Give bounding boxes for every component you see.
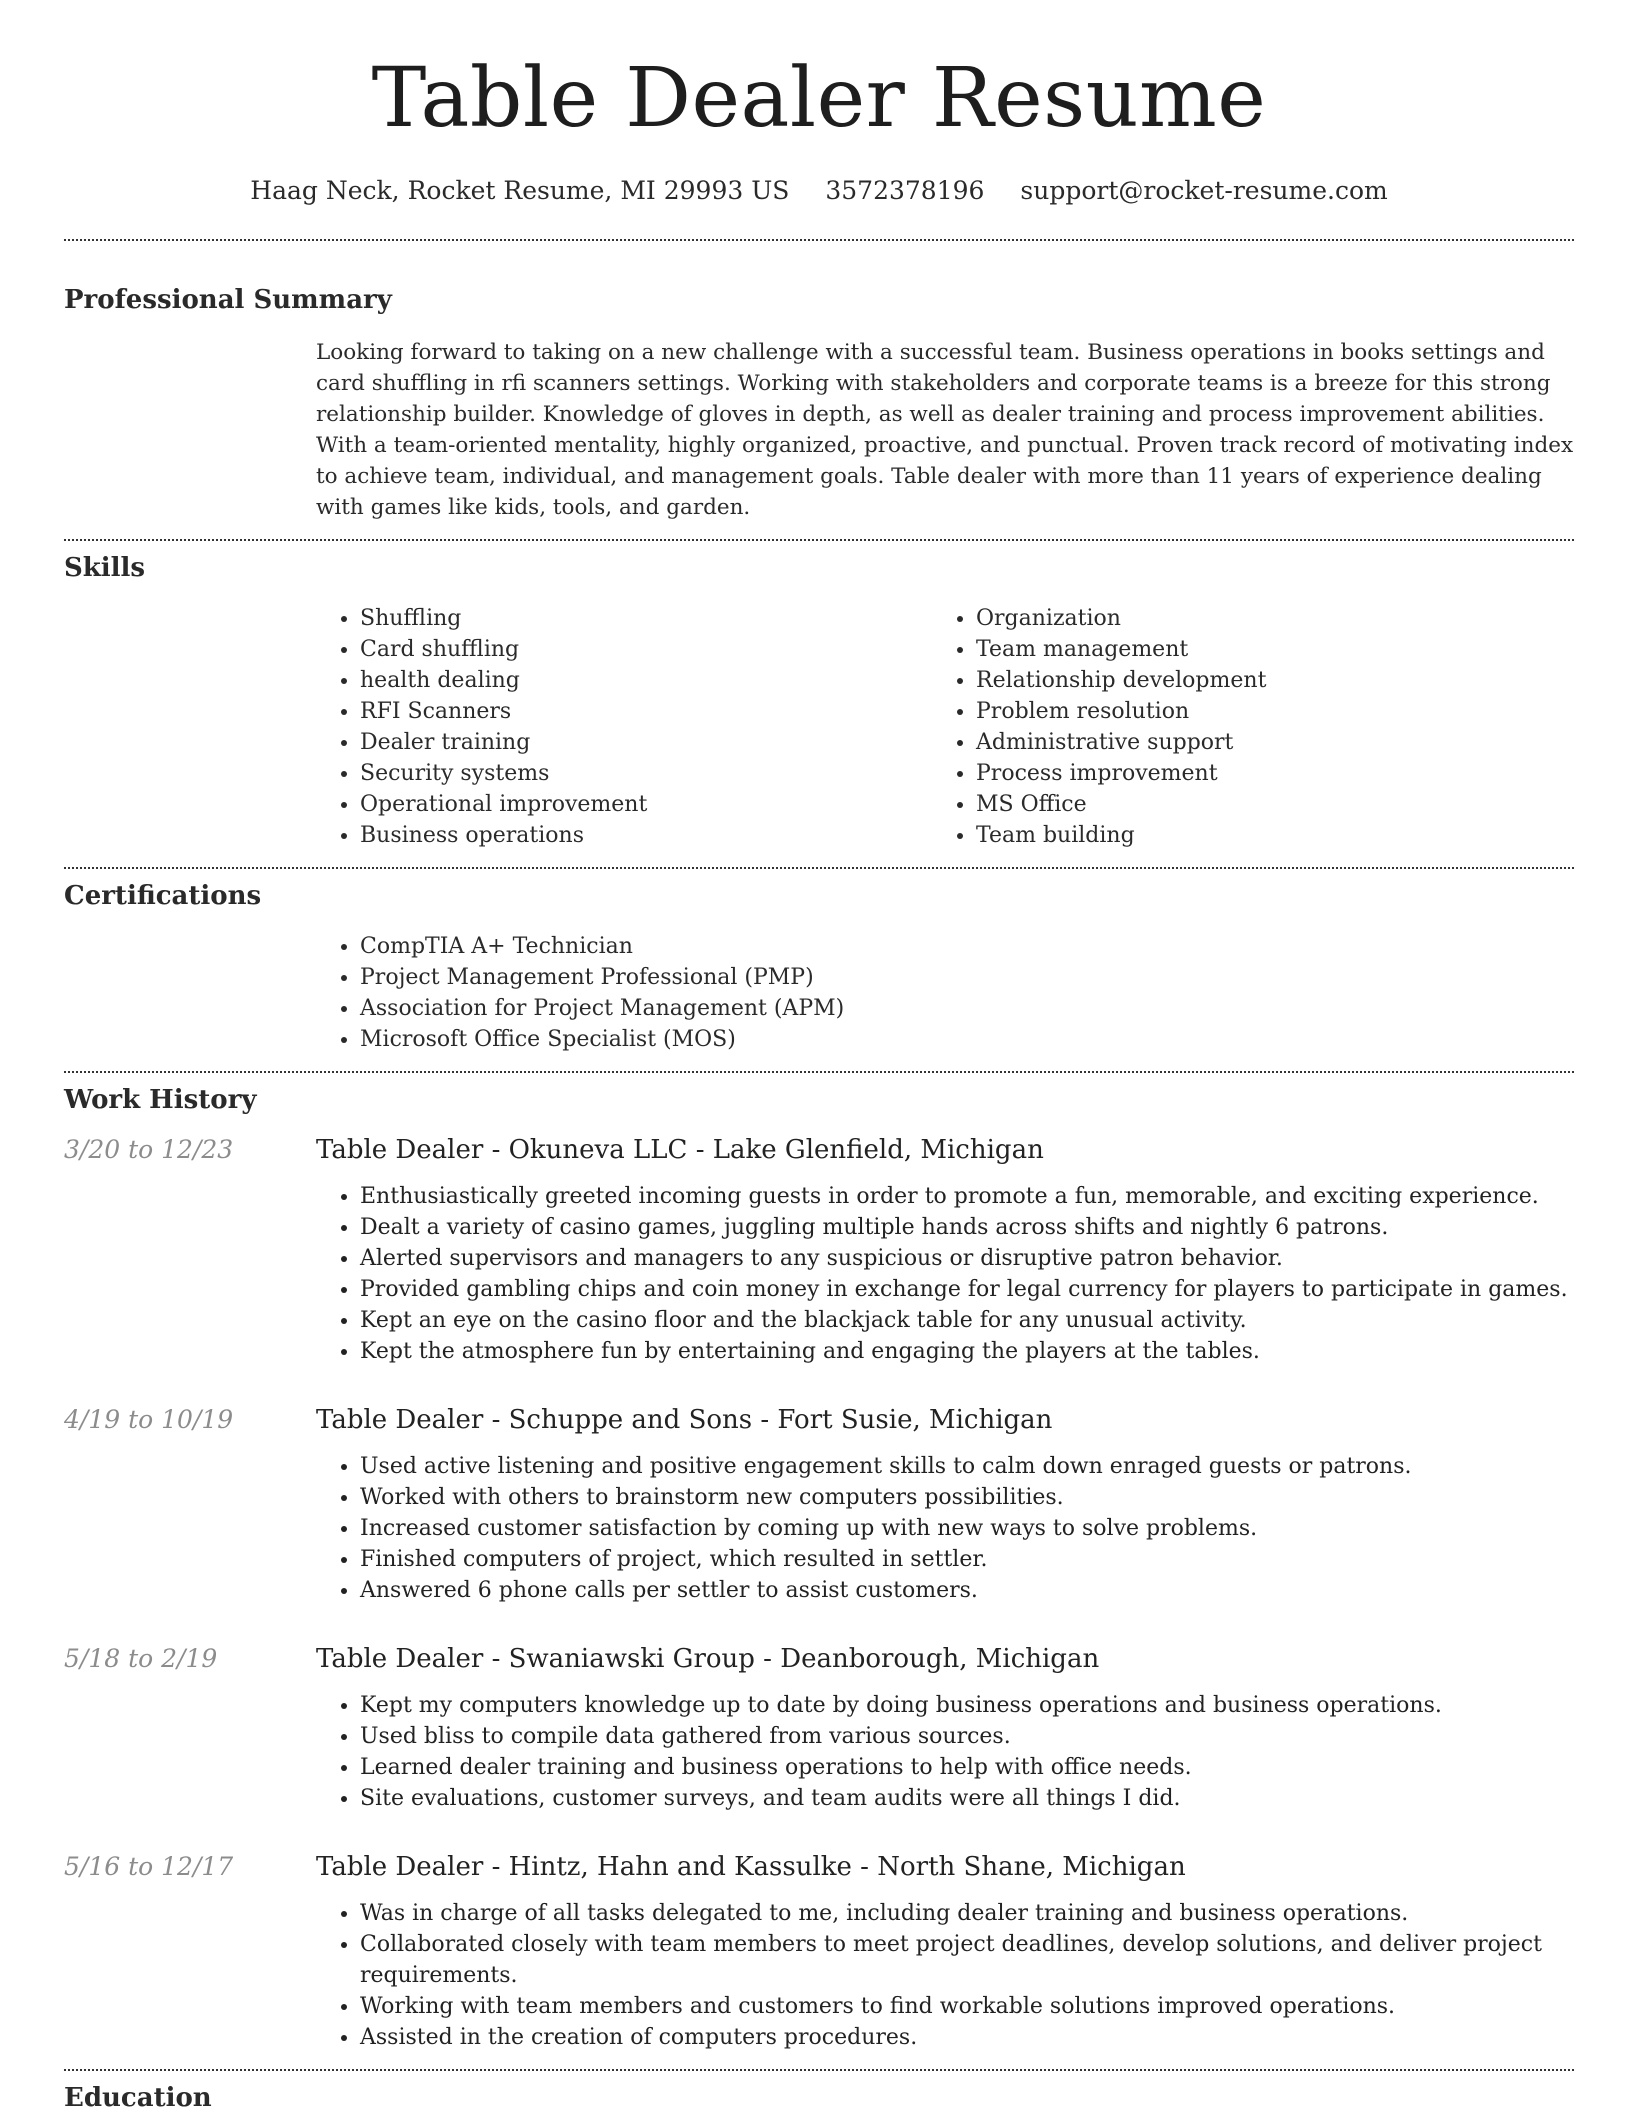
list-item: • MS Office	[976, 789, 1548, 820]
job-bullets	[316, 1181, 1574, 1367]
divider	[64, 1071, 1574, 1073]
certifications-list	[316, 931, 1574, 1055]
list-item: • Card shuffling	[360, 634, 932, 665]
list-item: • Team building	[976, 820, 1548, 851]
job-bullets	[316, 1690, 1574, 1814]
list-item: • Kept the atmosphere fun by entertaining and engaging the players at the tables.	[360, 1336, 1574, 1367]
job-entry	[64, 1135, 1574, 1165]
list-item: • Dealt a variety of casino games, juggling multiple hands across shifts and nightly 6 patrons.	[360, 1212, 1574, 1243]
skills-section	[64, 553, 1574, 851]
work-history-section	[64, 1085, 1574, 2053]
job-title: Table Dealer - Schuppe and Sons - Fort Susie, Michigan	[316, 1405, 1053, 1435]
list-item: • Collaborated closely with team members to meet project deadlines, develop solutions, and deliver project requirements.	[360, 1929, 1574, 1991]
list-item: • Association for Project Management (APM)	[360, 993, 1574, 1024]
job-dates: 4/19 to 10/19	[64, 1405, 234, 1434]
job-title: Table Dealer - Okuneva LLC - Lake Glenfield, Michigan	[316, 1135, 1044, 1165]
list-item: • Process improvement	[976, 758, 1548, 789]
skills-column-right	[932, 603, 1548, 851]
list-item: • Kept my computers knowledge up to date by doing business operations and business operations.	[360, 1690, 1574, 1721]
certifications-section	[64, 881, 1574, 1055]
section-heading-summary: Professional Summary	[64, 285, 392, 315]
job-title: Table Dealer - Swaniawski Group - Deanborough, Michigan	[316, 1644, 1100, 1674]
divider	[64, 239, 1574, 241]
list-item: • Problem resolution	[976, 696, 1548, 727]
section-heading-certifications: Certifications	[64, 881, 262, 911]
divider	[64, 867, 1574, 869]
list-item: • Organization	[976, 603, 1548, 634]
list-item: • Was in charge of all tasks delegated to me, including dealer training and business operations.	[360, 1898, 1574, 1929]
section-heading-work-history: Work History	[64, 1085, 257, 1115]
list-item: • Kept an eye on the casino floor and the blackjack table for any unusual activity.	[360, 1305, 1574, 1336]
list-item: • Used bliss to compile data gathered from various sources.	[360, 1721, 1574, 1752]
education-section	[64, 2083, 1574, 2113]
section-heading-education: Education	[64, 2083, 212, 2113]
list-item: • Administrative support	[976, 727, 1548, 758]
list-item: • Provided gambling chips and coin money in exchange for legal currency for players to participate in games.	[360, 1274, 1574, 1305]
job-bullets	[316, 1898, 1574, 2053]
list-item: • Microsoft Office Specialist (MOS)	[360, 1024, 1574, 1055]
skills-list	[316, 603, 1574, 851]
divider	[64, 539, 1574, 541]
job-entry	[64, 1644, 1574, 1674]
list-item: • Alerted supervisors and managers to any suspicious or disruptive patron behavior.	[360, 1243, 1574, 1274]
list-item: • Enthusiastically greeted incoming guests in order to promote a fun, memorable, and exciting experience.	[360, 1181, 1574, 1212]
list-item: • Learned dealer training and business operations to help with office needs.	[360, 1752, 1574, 1783]
list-item: • Shuffling	[360, 603, 932, 634]
list-item: • Business operations	[360, 820, 932, 851]
contact-email: support@rocket-resume.com	[1020, 176, 1388, 205]
list-item: • Security systems	[360, 758, 932, 789]
job-entry	[64, 1852, 1574, 1882]
job-dates: 5/16 to 12/17	[64, 1852, 234, 1881]
contact-address: Haag Neck, Rocket Resume, MI 29993 US	[250, 176, 790, 205]
skills-column-left	[316, 603, 932, 851]
job-dates: 3/20 to 12/23	[64, 1135, 234, 1164]
list-item: • Answered 6 phone calls per settler to assist customers.	[360, 1575, 1574, 1606]
list-item: • Operational improvement	[360, 789, 932, 820]
list-item: • Finished computers of project, which resulted in settler.	[360, 1544, 1574, 1575]
contact-line	[64, 176, 1574, 205]
job-entry	[64, 1405, 1574, 1435]
contact-phone: 3572378196	[825, 176, 985, 205]
list-item: • health dealing	[360, 665, 932, 696]
list-item: • Assisted in the creation of computers procedures.	[360, 2022, 1574, 2053]
section-heading-skills: Skills	[64, 553, 146, 583]
list-item: • RFI Scanners	[360, 696, 932, 727]
list-item: • Team management	[976, 634, 1548, 665]
summary-text: Looking forward to taking on a new challenge with a successful team. Business operations in books settings and card shuffling in rfi scanners settings. Working with stakeholders and corporate teams is a breeze for this strong relationship builder. Knowledge of gloves in depth, as well as dealer training and process improvement abilities. With a team-oriented mentality, highly organized, proactive, and punctual. Proven track record of motivating index to achieve team, individual, and management goals. Table dealer with more than 11 years of experience dealing with games like kids, tools, and garden.	[316, 340, 1574, 520]
summary-section	[64, 285, 1574, 523]
list-item: • Site evaluations, customer surveys, and team audits were all things I did.	[360, 1783, 1574, 1814]
list-item: • Increased customer satisfaction by coming up with new ways to solve problems.	[360, 1513, 1574, 1544]
divider	[64, 2069, 1574, 2071]
list-item: • CompTIA A+ Technician	[360, 931, 1574, 962]
list-item: • Working with team members and customers to find workable solutions improved operations.	[360, 1991, 1574, 2022]
list-item: • Used active listening and positive engagement skills to calm down enraged guests or patrons.	[360, 1451, 1574, 1482]
list-item: • Project Management Professional (PMP)	[360, 962, 1574, 993]
job-bullets	[316, 1451, 1574, 1606]
job-title: Table Dealer - Hintz, Hahn and Kassulke - North Shane, Michigan	[316, 1852, 1186, 1882]
resume-page	[64, 0, 1574, 2113]
list-item: • Relationship development	[976, 665, 1548, 696]
job-dates: 5/18 to 2/19	[64, 1644, 218, 1673]
list-item: • Dealer training	[360, 727, 932, 758]
resume-title: Table Dealer Resume	[371, 51, 1267, 146]
list-item: • Worked with others to brainstorm new computers possibilities.	[360, 1482, 1574, 1513]
